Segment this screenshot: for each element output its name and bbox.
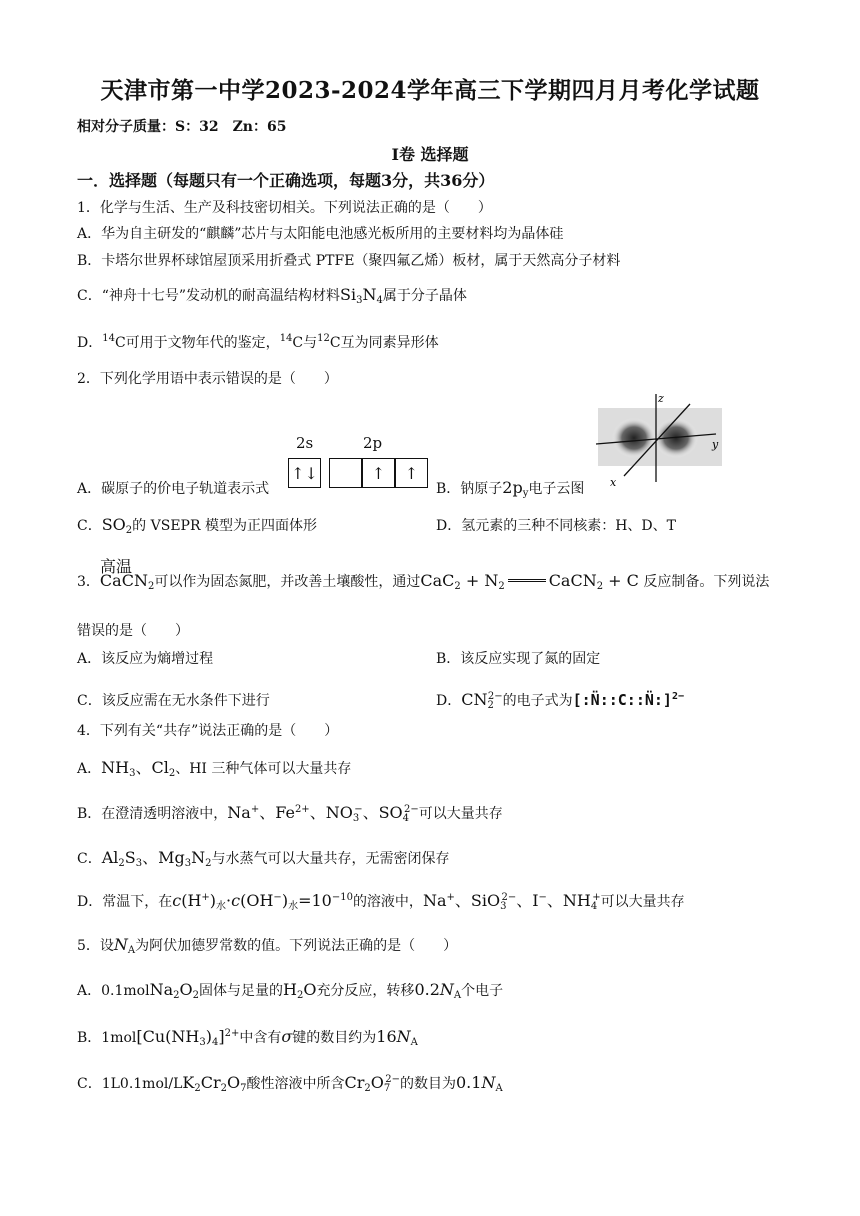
q4-d-text-end: 可以大量共存 [600, 894, 685, 910]
q4-b-text: B．在澄清透明溶液中， [77, 806, 228, 822]
orbital-2s-label: 2s [296, 434, 314, 452]
q1-option-d: D．$^{14}$C可用于文物年代的鉴定，$^{14}$C与$^{12}$C互为同素异形体 [77, 333, 439, 351]
q3-option-c: C．该反应需在无水条件下进行 [77, 693, 270, 709]
q2-option-b: B．钠原子$2p_y$电子云图 [436, 478, 585, 499]
q5-option-c: C．$1L0.1mol/LK_2Cr_2O_7$酸性溶液中所含$Cr_2O_7^{2-}$的数目为$0.1N_A$ [77, 1073, 503, 1094]
q5-stem: 5．设$N_A$为阿伏加德罗常数的值。下列说法正确的是（ ） [77, 935, 458, 956]
part-heading: 一．选择题（每题只有一个正确选项，每题3分，共36分） [77, 171, 495, 190]
svg-text:y: y [712, 438, 719, 451]
q5-a-text: A．0.1mol [77, 983, 150, 999]
q1-option-b: B．卡塔尔世界杯球馆屋顶采用折叠式 PTFE（聚四氟乙烯）板材，属于天然高分子材料 [77, 253, 621, 269]
q4-option-d: D．常温下，在$c(H^+)_水\cdot c(OH^-)_水=10^{-10}$的溶液中，Na+、SiO$_3^{2-}$、I−、$NH_4^+$可以大量共存 [77, 891, 685, 912]
q4-option-c: C．$Al_2S_3$、$Mg_3N_2$与水蒸气可以大量共存，无需密闭保存 [77, 848, 450, 869]
q5-stem-text: 为阿伏加德罗常数的值。下列说法正确的是（ ） [135, 938, 458, 954]
q2-c-label: C． [77, 518, 102, 534]
q5-c-text2: 酸性溶液中所含 [246, 1076, 345, 1092]
q2-option-d: D．氢元素的三种不同核素：H、D、T [436, 518, 676, 534]
q3-stem: 3．CaCN$_2$可以作为固态氮肥，并改善土壤酸性，通过$CaC_2 + N_2$ CaCN$_2$ + C 反应制备。下列说法 [77, 571, 770, 592]
q3-stem-continued: 错误的是（ ） [77, 623, 189, 639]
q5-b-text2: 中含有 [239, 1030, 282, 1046]
orbital-2p-label: 2p [363, 434, 383, 452]
q5-b-text3: 键的数目约为 [292, 1030, 377, 1046]
q2-b-text-end: 电子云图 [528, 481, 585, 497]
q4-stem: 4．下列有关“共存”说法正确的是（ ） [77, 723, 339, 739]
q4-d-text2: 的溶液中， [352, 894, 423, 910]
q1-d-text2: C与 [292, 335, 318, 351]
q4-c-text: 与水蒸气可以大量共存，无需密闭保存 [211, 851, 450, 867]
q5-a-text2: 固体与足量的 [198, 983, 283, 999]
q4-d-text: D．常温下，在 [77, 894, 173, 910]
q3-condition: 高温 [100, 557, 133, 576]
q2-stem: 2．下列化学用语中表示错误的是（ ） [77, 371, 338, 387]
q5-c-text: C．1L0.1mol/L [77, 1076, 183, 1092]
orbital-diagram [288, 458, 428, 488]
q2-b-text: B．钠原子 [436, 481, 503, 497]
q1-c-text: C．“神舟十七号”发动机的耐高温结构材料 [77, 288, 341, 304]
svg-text:z: z [658, 392, 664, 405]
orbital-2p-box-2: ↑ [362, 458, 395, 488]
q5-c-text3: 的数目为 [400, 1076, 456, 1092]
q3-option-b: B．该反应实现了氮的固定 [436, 651, 601, 667]
q5-b-text: B．1mol [77, 1030, 137, 1046]
relative-mass-line: 相对分子质量：S：32 Zn：65 [77, 119, 287, 135]
orbital-2p-box-1 [329, 458, 362, 488]
q4-option-a: A．$NH_3$、$Cl_2$、HI 三种气体可以大量共存 [77, 758, 352, 779]
q1-c-text-end: 属于分子晶体 [382, 288, 467, 304]
q1-option-a: A．华为自主研发的“麒麟”芯片与太阳能电池感光板所用的主要材料均为晶体硅 [77, 226, 564, 242]
orbital-2s-box: ↑↓ [288, 458, 321, 488]
q1-d-label: D． [77, 335, 103, 351]
q5-a-text-end: 个电子 [461, 983, 504, 999]
q5-option-b: B．$1mol[Cu(NH_3)_4]^{2+}$中含有σ键的数目约为$16N_A$ [77, 1027, 418, 1048]
q4-option-b: B．在澄清透明溶液中，Na+、$Fe^{2+}$、$NO_3^-$、$SO_4^{2-}$可以大量共存 [77, 803, 503, 824]
q2-c-text: 的 VSEPR 模型为正四面体形 [132, 518, 317, 534]
q3-d-text: 的电子式为 [502, 693, 573, 709]
q2-option-c: C．$SO_2$的 VSEPR 模型为正四面体形 [77, 515, 317, 536]
q3-option-a: A．该反应为熵增过程 [77, 651, 214, 667]
q3-d-label: D． [436, 693, 462, 709]
q3-number: 3． [77, 574, 100, 590]
electron-cloud-image [594, 388, 726, 488]
q4-a-text: 、HI 三种气体可以大量共存 [175, 761, 352, 777]
q5-number: 5．设 [77, 938, 114, 954]
section-heading: Ⅰ卷 选择题 [391, 145, 469, 164]
q3-option-d: D．$CN_2^{2-}$的电子式为[:N̈::C::N̈:]$^{2-}$ [436, 690, 684, 711]
q3-stem-end: 反应制备。下列说法 [643, 574, 770, 590]
q3-stem-text: 可以作为固态氮肥，并改善土壤酸性，通过 [154, 574, 421, 590]
q1-option-c: C．“神舟十七号”发动机的耐高温结构材料$Si_3N_4$属于分子晶体 [77, 285, 467, 306]
q4-b-text-end: 可以大量共存 [418, 806, 503, 822]
q1-d-text3: C互为同素异形体 [329, 335, 439, 351]
q5-a-text3: 充分反应，转移 [316, 983, 415, 999]
q1-d-text: C可用于文物年代的鉴定， [114, 335, 280, 351]
q1-stem: 1．化学与生活、生产及科技密切相关。下列说法正确的是（ ） [77, 200, 492, 216]
q5-option-a: A．$0.1molNa_2O_2$固体与足量的$H_2O$充分反应，转移$0.2N_A$个电子 [77, 980, 504, 1001]
orbital-2p-box-3: ↑ [395, 458, 428, 488]
exam-title: 天津市第一中学2023-2024学年高三下学期四月月考化学试题 [100, 77, 760, 104]
svg-text:x: x [610, 476, 617, 488]
electron-formula-image: [:N̈::C::N̈:]$^{2-}$ [572, 691, 684, 709]
q2-option-a: A．碳原子的价电子轨道表示式 [77, 481, 270, 497]
